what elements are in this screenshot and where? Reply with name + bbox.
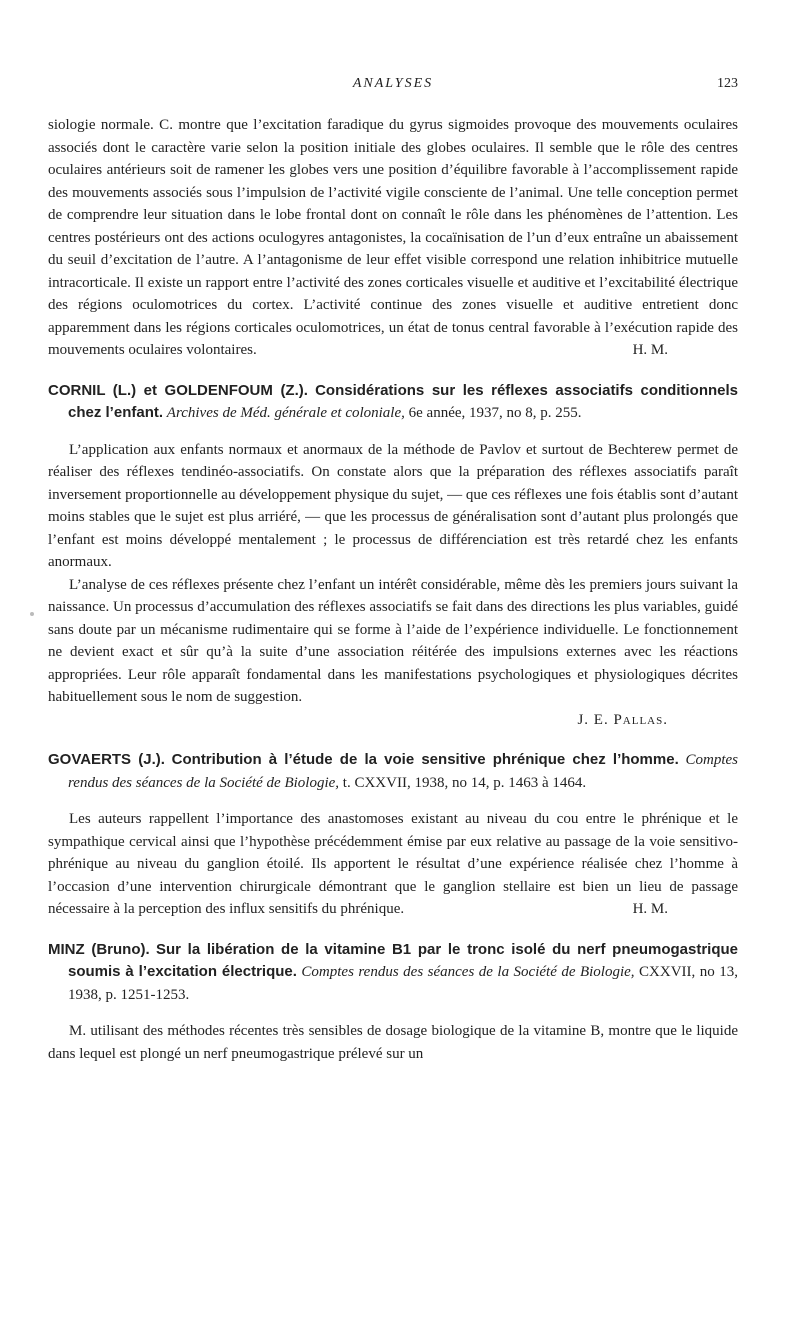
continuation-paragraph: [48, 114, 738, 362]
running-title: ANALYSES: [352, 76, 434, 91]
page-body: [48, 114, 738, 1065]
entry-title: Contribution à l’étude de la voie sensitive phrénique chez l’homme.: [171, 751, 679, 768]
entry-title: Considérations sur les réflexes associatifs conditionnels chez l’enfant.: [68, 381, 738, 421]
entry-authors: MINZ (Bruno).: [48, 940, 150, 958]
entry-citation: CXXVII, no 13, 1938, p. 1251-1253.: [68, 964, 738, 1003]
continuation-signature: H. M.: [632, 342, 668, 358]
entry-journal: Comptes rendus des séances de la Société de Biologie,: [301, 964, 635, 980]
entry-heading-minz: [48, 939, 738, 1007]
entry-authors: GOVAERTS (J.).: [48, 751, 165, 768]
entry-paragraph-text: Les auteurs rappellent l’importance des anastomoses existant au niveau du cou entre le phrénique et le sympathique cervical ainsi que l’hypothèse précédemment émise par eux relative au passage de la voie sensitivo-phrénique au niveau du ganglion étoilé. Ils apportent le résultat d’une expérience réalisée chez l’homme à l’occasion d’une intervention chirurgicale démontrant que le ganglion stellaire est bien un lieu de passage nécessaire à la perception des influx sensitifs du phrénique.: [48, 811, 738, 917]
entry-authors: CORNIL (L.) et GOLDENFOUM (Z.).: [48, 381, 308, 399]
entry-heading-govaerts: [48, 749, 738, 794]
entry-journal: Comptes rendus des séances de la Société de Biologie,: [68, 752, 738, 791]
running-head: [48, 76, 738, 98]
page-number: 123: [717, 76, 738, 91]
entry-paragraph: M. utilisant des méthodes récentes très sensibles de dosage biologique de la vitamine B, montre que le liquide dans lequel est plongé un nerf pneumogastrique prélevé sur un: [48, 1023, 738, 1062]
entry-citation: 6e année, 1937, no 8, p. 255.: [408, 405, 582, 421]
entry-signature: J. E. Pallas.: [577, 711, 668, 728]
entry-paragraph: L’analyse de ces réflexes présente chez l’enfant un intérêt considérable, même dès les premiers jours suivant la naissance. Un processus d’accumulation des réflexes associatifs se fait dans des directions les plus variables, guidé sans doute par un mécanisme rudimentaire qui se forme à l’aide de l’expérience individuelle. Le fonctionnement ne devient exact et sûr qu’à la suite d’une association réitérée des impulsions externes avec les réactions appropriées. Leur rôle apparaît fondamental dans les manifestations psychologiques et physiologiques décrites habituellement sous le nom de suggestion.: [48, 576, 738, 705]
entry-journal: Archives de Méd. générale et coloniale,: [166, 405, 405, 421]
entry-paragraph: [48, 808, 738, 921]
margin-dot: [30, 612, 34, 616]
continuation-text: siologie normale. C. montre que l’excitation faradique du gyrus sigmoides provoque des mouvements oculaires associés dont le caractère varie selon la position initiale des globes oculaires. Il semble que le rôle des centres oculaires antérieurs soit de ramener les globes vers une position d’équilibre favorable à l’accomplissement rapide des mouvements associés sous l’impulsion de l’activité vigile consciente de l’animal. Une telle conception permet de comprendre leur situation dans le lobe frontal dont on connaît le rôle dans les phénomènes de l’attention. Les centres postérieurs ont des actions oculogyres antagonistes, la cocaïnisation de l’un d’eux entraîne un abaissement du seuil d’excitation de l’autre. A l’antagonisme de leur effet visible correspond une relation inhibitrice mutuelle intracorticale. Il existe un rapport entre l’activité des zones corticales visuelle et auditive et l’excitabilité électrique des régions oculomotrices du cortex. L’activité continue des zones visuelle et auditive entretient donc apparemment dans les régions corticales oculomotrices, un état de tonus central favorable à l’exécution rapide des mouvements oculaires volontaires.: [48, 117, 738, 358]
entry-title: Sur la libération de la vitamine B1 par le tronc isolé du nerf pneumogastrique soumis à l’excitation électrique.: [68, 940, 739, 980]
entry-citation: t. CXXVII, 1938, no 14, p. 1463 à 1464.: [342, 774, 587, 791]
entry-paragraph: L’application aux enfants normaux et anormaux de la méthode de Pavlov et surtout de Bechterew permet de réaliser des réflexes tendinéo-associatifs. On constate alors que la préparation des réflexes associatifs paraît inversement proportionnelle au développement physique du sujet, — que ces réflexes une fois établis sont d’autant moins stables que le sujet est plus arriéré, — que les processus de généralisation sont d’autant plus prolongés que l’enfant est moins développé mentalement ; le processus de différenciation est très retardé chez les enfants anormaux.: [48, 441, 738, 570]
entry-signature: H. M.: [632, 901, 668, 917]
entry-heading-cornil: [48, 380, 738, 425]
